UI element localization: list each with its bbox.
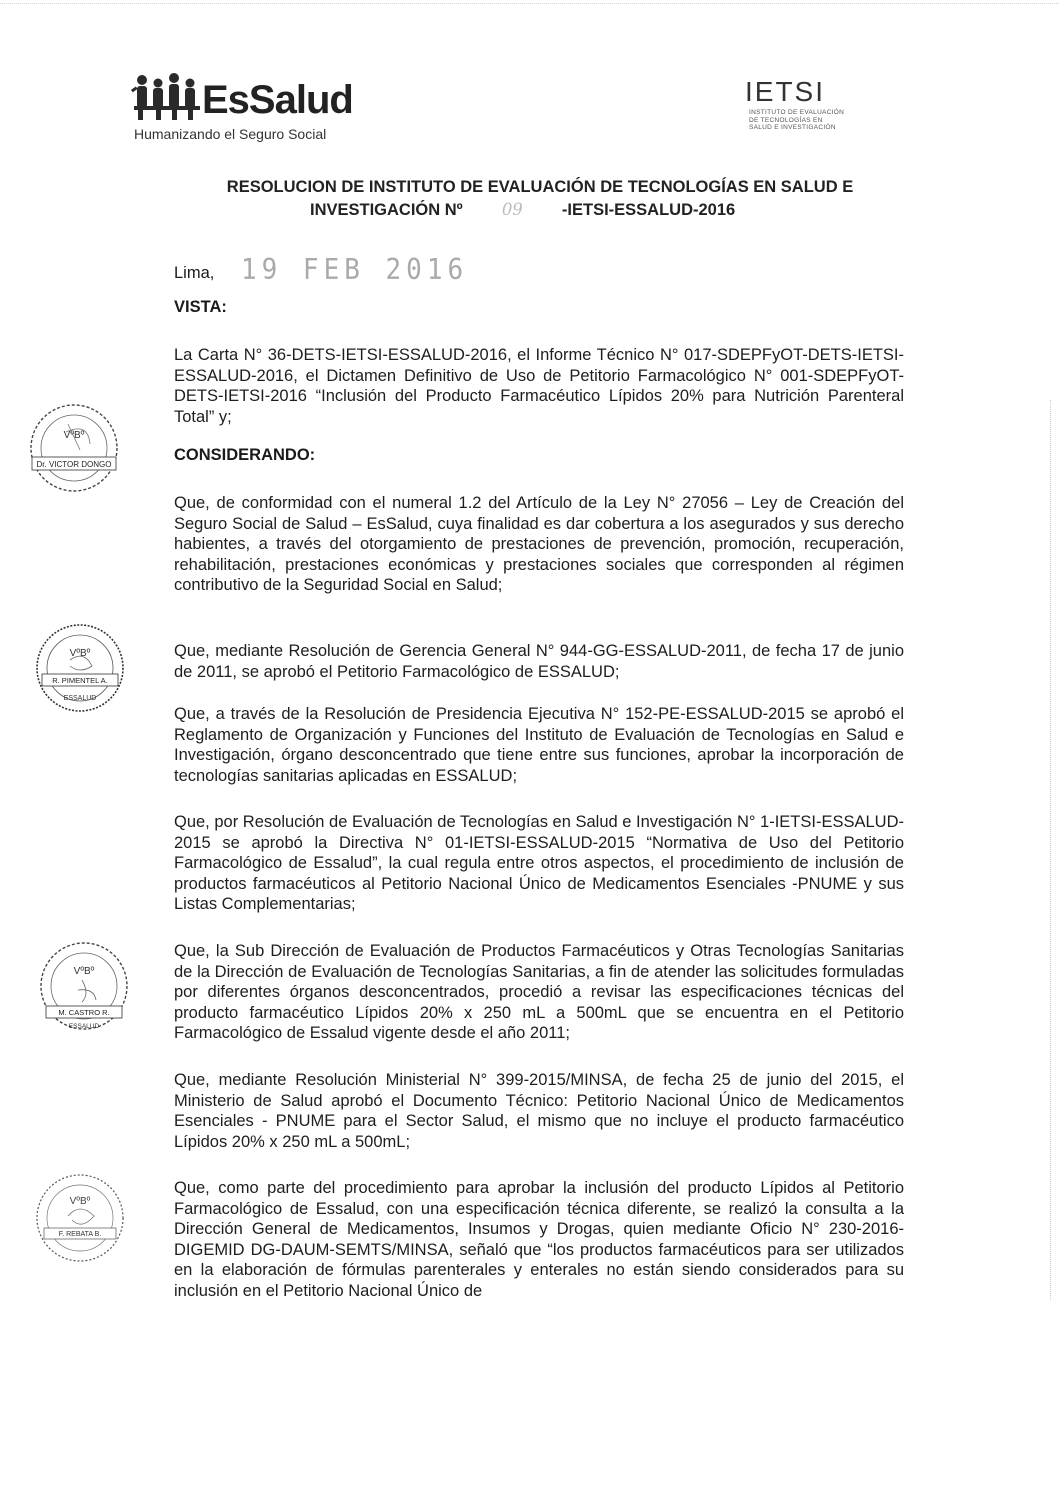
essalud-logo (128, 70, 358, 150)
seal-1-mark: VºBº (63, 430, 85, 441)
scan-noise-top (0, 0, 1059, 4)
seal-4-mark: VºBº (69, 1196, 91, 1207)
date-stamp: 19 FEB 2016 (240, 253, 469, 287)
seal-stamp-icon (38, 940, 130, 1032)
seal-2-org: ESSALUD (63, 695, 97, 702)
title-suffix: -IETSI-ESSALUD-2016 (561, 201, 736, 219)
paragraph-2: Que, mediante Resolución de Gerencia General N° 944-GG-ESSALUD-2011, de fecha 17 de junio de 2011, se aprobó el Petitorio Farmacológico de ESSALUD; (174, 642, 904, 681)
brand-slogan: Humanizando el Seguro Social (134, 126, 327, 142)
title-prefix: INVESTIGACIÓN Nº (310, 201, 463, 219)
vista-paragraph: La Carta N° 36-DETS-IETSI-ESSALUD-2016, el Informe Técnico N° 017-SDEPFyOT-DETS-IETSI-ESSALUD-2016, el Dictamen Definitivo de Uso de Petitorio Farmacológico N° 001-SDEPFyOT-DETS-IETSI-2016 “Inclusión del Producto Farmacéutico Lípidos 20% para Nutrición Parenteral Total” y; (174, 346, 904, 426)
city-label: Lima, (174, 264, 215, 282)
seal-2-name: R. PIMENTEL A. (52, 676, 108, 685)
seal-4-name: F. REBATA B. (58, 1231, 102, 1238)
institute-full-name: INSTITUTO DE EVALUACIÓN DE TECNOLOGÍAS EN SALUD E INVESTIGACIÓN (749, 109, 845, 131)
scan-noise-edge (1047, 400, 1051, 1300)
seal-stamp-icon (34, 622, 126, 714)
people-figures-icon (128, 72, 208, 122)
seal-4 (34, 1172, 126, 1264)
date-line (174, 255, 468, 285)
paragraph-7: Que, como parte del procedimiento para aprobar la inclusión del producto Lípidos al Petitorio Farmacológico de Essalud, con una especificación técnica diferente, se realizó la consulta a la Dirección General de Medicamentos, Insumos y Drogas, quien mediante Oficio N° 230-2016-DIGEMID DG-DAUM-SEMTS/MINSA, señaló que “los productos farmacéuticos para ser utilizados en la elaboración de fórmulas parenterales y enterales no están siendo considerados para su inclusión en el Petitorio Nacional Único de (174, 1179, 904, 1300)
seal-3-name: M. CASTRO R. (58, 1008, 110, 1017)
seal-3-mark: VºBº (73, 966, 95, 977)
paragraph-1: Que, de conformidad con el numeral 1.2 del Artículo de la Ley N° 27056 – Ley de Creación del Seguro Social de Salud – EsSalud, cuya finalidad es dar cobertura a los asegurados y sus derecho habientes, a través del otorgamiento de prestaciones de prevención, promoción, recuperación, rehabilitación, prestaciones económicas y prestaciones sociales que corresponden al régimen contributivo de la Seguridad Social en Salud; (174, 494, 904, 595)
paragraph-6: Que, mediante Resolución Ministerial N° 399-2015/MINSA, de fecha 25 de junio del 2015, el Ministerio de Salud aprobó el Documento Técnico: Petitorio Nacional Único de Medicamentos Esenciales - PNUME para el Sector Salud, el mismo que no incluye el producto farmacéutico Lípidos 20% x 250 mL a 500mL; (174, 1071, 904, 1151)
institute-acronym: IETSI (745, 76, 826, 107)
seal-1 (28, 402, 120, 494)
seal-3 (38, 940, 130, 1032)
seal-2 (34, 622, 126, 714)
paragraph-4: Que, por Resolución de Evaluación de Tecnologías en Salud e Investigación N° 1-IETSI-ESSALUD-2015 se aprobó la Directiva N° 01-IETSI-ESSALUD-2015 “Normativa de Uso del Petitorio Farmacológico de Essalud”, la cual regula entre otros aspectos, el procedimiento de inclusión de productos farmacéuticos al Petitorio Nacional Único de Medicamentos Esenciales -PNUME y sus Listas Complementarias; (174, 813, 904, 914)
considerando-heading: CONSIDERANDO: (174, 446, 316, 464)
vista-heading: VISTA: (174, 298, 227, 316)
seal-stamp-icon (34, 1172, 126, 1264)
seal-2-mark: VºBº (69, 648, 91, 659)
brand-name: EsSalud (202, 78, 353, 122)
ietsi-logo (745, 76, 845, 156)
resolution-title-line1: RESOLUCION DE INSTITUTO DE EVALUACIÓN DE TECNOLOGÍAS EN SALUD E (226, 178, 854, 196)
seal-stamp-icon (28, 402, 120, 494)
paragraph-3: Que, a través de la Resolución de Presidencia Ejecutiva N° 152-PE-ESSALUD-2015 se aprobó el Reglamento de Organización y Funciones del Instituto de Evaluación de Tecnologías en Salud e Investigación, órgano desconcentrado que tiene entre sus funciones, aprobar la incorporación de tecnologías sanitarias aplicadas en ESSALUD; (174, 705, 904, 785)
resolution-number-handwritten: 09 (501, 200, 523, 219)
seal-1-name: Dr. VICTOR DONGO (36, 460, 112, 469)
seal-3-org: ESSALUD (68, 1023, 100, 1030)
paragraph-5: Que, la Sub Dirección de Evaluación de Productos Farmacéuticos y Otras Tecnologías Sanitarias de la Dirección de Evaluación de Tecnologías Sanitarias, a fin de atender las solicitudes formuladas por diferentes órganos desconcentrados, procedió a revisar las especificaciones técnicas del producto farmacéutico Lípidos 20% x 250 mL a 500mL que se encuentra en el Petitorio Farmacológico de Essalud vigente desde el año 2011; (174, 942, 904, 1043)
resolution-title-line2 (310, 200, 735, 220)
